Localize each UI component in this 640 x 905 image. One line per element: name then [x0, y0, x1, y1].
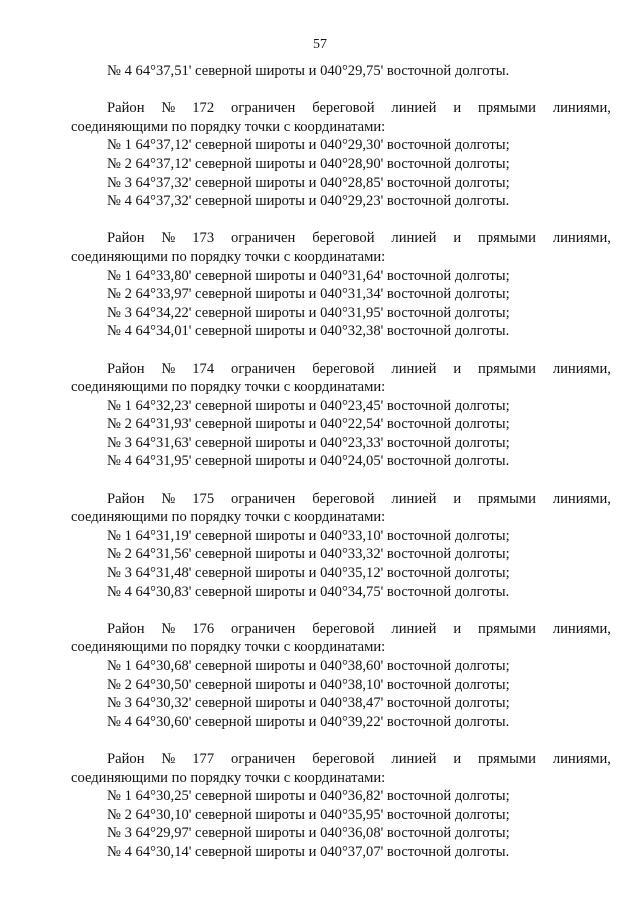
district-number: 176	[192, 620, 215, 637]
coordinate-point: № 1 64°37,12' северной широты и 040°29,30' восточной долготы;	[107, 137, 510, 154]
coordinate-point: № 2 64°31,93' северной широты и 040°22,54' восточной долготы;	[107, 416, 510, 433]
heading-continuation: соединяющими по порядку точки с координатами:	[71, 118, 386, 135]
heading-continuation: соединяющими по порядку точки с координатами:	[71, 639, 386, 656]
heading-word: и	[453, 490, 462, 507]
coordinate-point: № 4 64°37,32' северной широты и 040°29,23' восточной долготы.	[107, 193, 510, 210]
heading-word: Район	[107, 620, 145, 637]
heading-word: Район	[107, 490, 145, 507]
heading-continuation: соединяющими по порядку точки с координатами:	[71, 248, 386, 265]
document-body	[71, 62, 611, 862]
heading-continuation: соединяющими по порядку точки с координатами:	[71, 769, 386, 786]
heading-word: и	[453, 750, 462, 767]
district-heading	[71, 229, 611, 248]
district-number: 173	[192, 230, 215, 247]
heading-word: линией	[391, 100, 437, 117]
district-heading	[71, 360, 611, 379]
heading-word: прямыми	[478, 490, 536, 507]
coordinate-point: № 2 64°33,97' северной широты и 040°31,34' восточной долготы;	[107, 286, 510, 303]
coordinate-point: № 2 64°37,12' северной широты и 040°28,90' восточной долготы;	[107, 155, 510, 172]
heading-word: ограничен	[231, 620, 296, 637]
heading-word: линиями,	[552, 620, 611, 637]
heading-word: и	[453, 100, 462, 117]
heading-word: №	[161, 620, 176, 637]
page-number: 57	[313, 37, 327, 52]
heading-word: линиями,	[552, 490, 611, 507]
coordinate-point: № 2 64°30,10' северной широты и 040°35,95' восточной долготы;	[107, 806, 510, 823]
coordinate-point: № 4 64°30,14' северной широты и 040°37,07' восточной долготы.	[107, 843, 510, 860]
district-number: 175	[192, 490, 215, 507]
district-heading	[71, 490, 611, 509]
heading-word: Район	[107, 230, 145, 247]
heading-word: линией	[391, 230, 437, 247]
district-177	[71, 750, 611, 862]
heading-word: прямыми	[478, 360, 536, 377]
coordinate-point: № 1 64°30,25' северной широты и 040°36,82' восточной долготы;	[107, 788, 510, 805]
heading-word: береговой	[312, 230, 375, 247]
heading-word: и	[453, 620, 462, 637]
heading-word: ограничен	[231, 490, 296, 507]
coordinate-point: № 3 64°31,63' северной широты и 040°23,33' восточной долготы;	[107, 434, 510, 451]
heading-word: линиями,	[552, 230, 611, 247]
heading-word: береговой	[312, 360, 375, 377]
heading-word: линией	[391, 360, 437, 377]
heading-word: ограничен	[231, 230, 296, 247]
heading-word: береговой	[312, 100, 375, 117]
heading-word: линией	[391, 490, 437, 507]
heading-word: Район	[107, 360, 145, 377]
district-number: 177	[192, 750, 215, 767]
coordinate-point: № 3 64°29,97' северной широты и 040°36,08' восточной долготы;	[107, 825, 510, 842]
coordinate-point: № 2 64°30,50' северной широты и 040°38,10' восточной долготы;	[107, 676, 510, 693]
coordinate-point: № 4 64°31,95' северной широты и 040°24,05' восточной долготы.	[107, 453, 510, 470]
district-number: 174	[192, 360, 215, 377]
heading-word: ограничен	[231, 100, 296, 117]
coordinate-point: № 1 64°32,23' северной широты и 040°23,45' восточной долготы;	[107, 397, 510, 414]
heading-word: прямыми	[478, 620, 536, 637]
coordinate-point: № 4 64°34,01' северной широты и 040°32,38' восточной долготы.	[107, 323, 510, 340]
district-175	[71, 490, 611, 602]
coordinate-point: № 1 64°30,68' северной широты и 040°38,60' восточной долготы;	[107, 658, 510, 674]
heading-word: линиями,	[552, 750, 611, 767]
coordinate-point: № 3 64°30,32' северной широты и 040°38,47' восточной долготы;	[107, 695, 510, 712]
district-174	[71, 360, 611, 472]
heading-word: линиями,	[552, 360, 611, 377]
heading-word: прямыми	[478, 230, 536, 247]
coordinate-point: № 3 64°31,48' северной широты и 040°35,12' восточной долготы;	[107, 565, 510, 582]
heading-word: и	[453, 230, 462, 247]
heading-word: №	[161, 490, 176, 507]
heading-word: ограничен	[231, 750, 296, 767]
heading-word: линией	[391, 620, 437, 637]
heading-word: и	[453, 360, 462, 377]
coordinate-point: № 3 64°37,32' северной широты и 040°28,85' восточной долготы;	[107, 174, 510, 191]
district-173	[71, 229, 611, 341]
district-176	[71, 620, 611, 732]
heading-word: №	[161, 230, 176, 247]
heading-word: линиями,	[552, 100, 611, 117]
heading-continuation: соединяющими по порядку точки с координатами:	[71, 379, 386, 396]
coordinate-point: № 4 64°30,60' северной широты и 040°39,22' восточной долготы.	[107, 713, 510, 730]
heading-continuation: соединяющими по порядку точки с координатами:	[71, 509, 386, 526]
coordinate-point: № 1 64°31,19' северной широты и 040°33,10' восточной долготы;	[107, 527, 510, 544]
district-heading	[71, 620, 611, 639]
heading-word: Район	[107, 100, 145, 117]
heading-word: прямыми	[478, 100, 536, 117]
heading-word: №	[161, 100, 176, 117]
heading-word: ограничен	[231, 360, 296, 377]
heading-word: №	[161, 750, 176, 767]
coordinate-point: № 3 64°34,22' северной широты и 040°31,95' восточной долготы;	[107, 304, 510, 321]
district-heading	[71, 99, 611, 118]
coordinate-point: № 2 64°31,56' северной широты и 040°33,32' восточной долготы;	[107, 546, 510, 563]
district-172	[71, 99, 611, 211]
heading-word: береговой	[312, 750, 375, 767]
heading-word: №	[161, 360, 176, 377]
heading-word: Район	[107, 750, 145, 767]
coordinate-point: № 4 64°30,83' северной широты и 040°34,75' восточной долготы.	[107, 583, 510, 600]
district-heading	[71, 750, 611, 769]
coordinate-point: № 1 64°33,80' северной широты и 040°31,64' восточной долготы;	[107, 267, 510, 284]
carryover-point: № 4 64°37,51' северной широты и 040°29,75' восточной долготы.	[107, 63, 510, 79]
heading-word: береговой	[312, 620, 375, 637]
heading-word: береговой	[312, 490, 375, 507]
heading-word: линией	[391, 750, 437, 767]
heading-word: прямыми	[478, 750, 536, 767]
district-number: 172	[192, 100, 215, 117]
